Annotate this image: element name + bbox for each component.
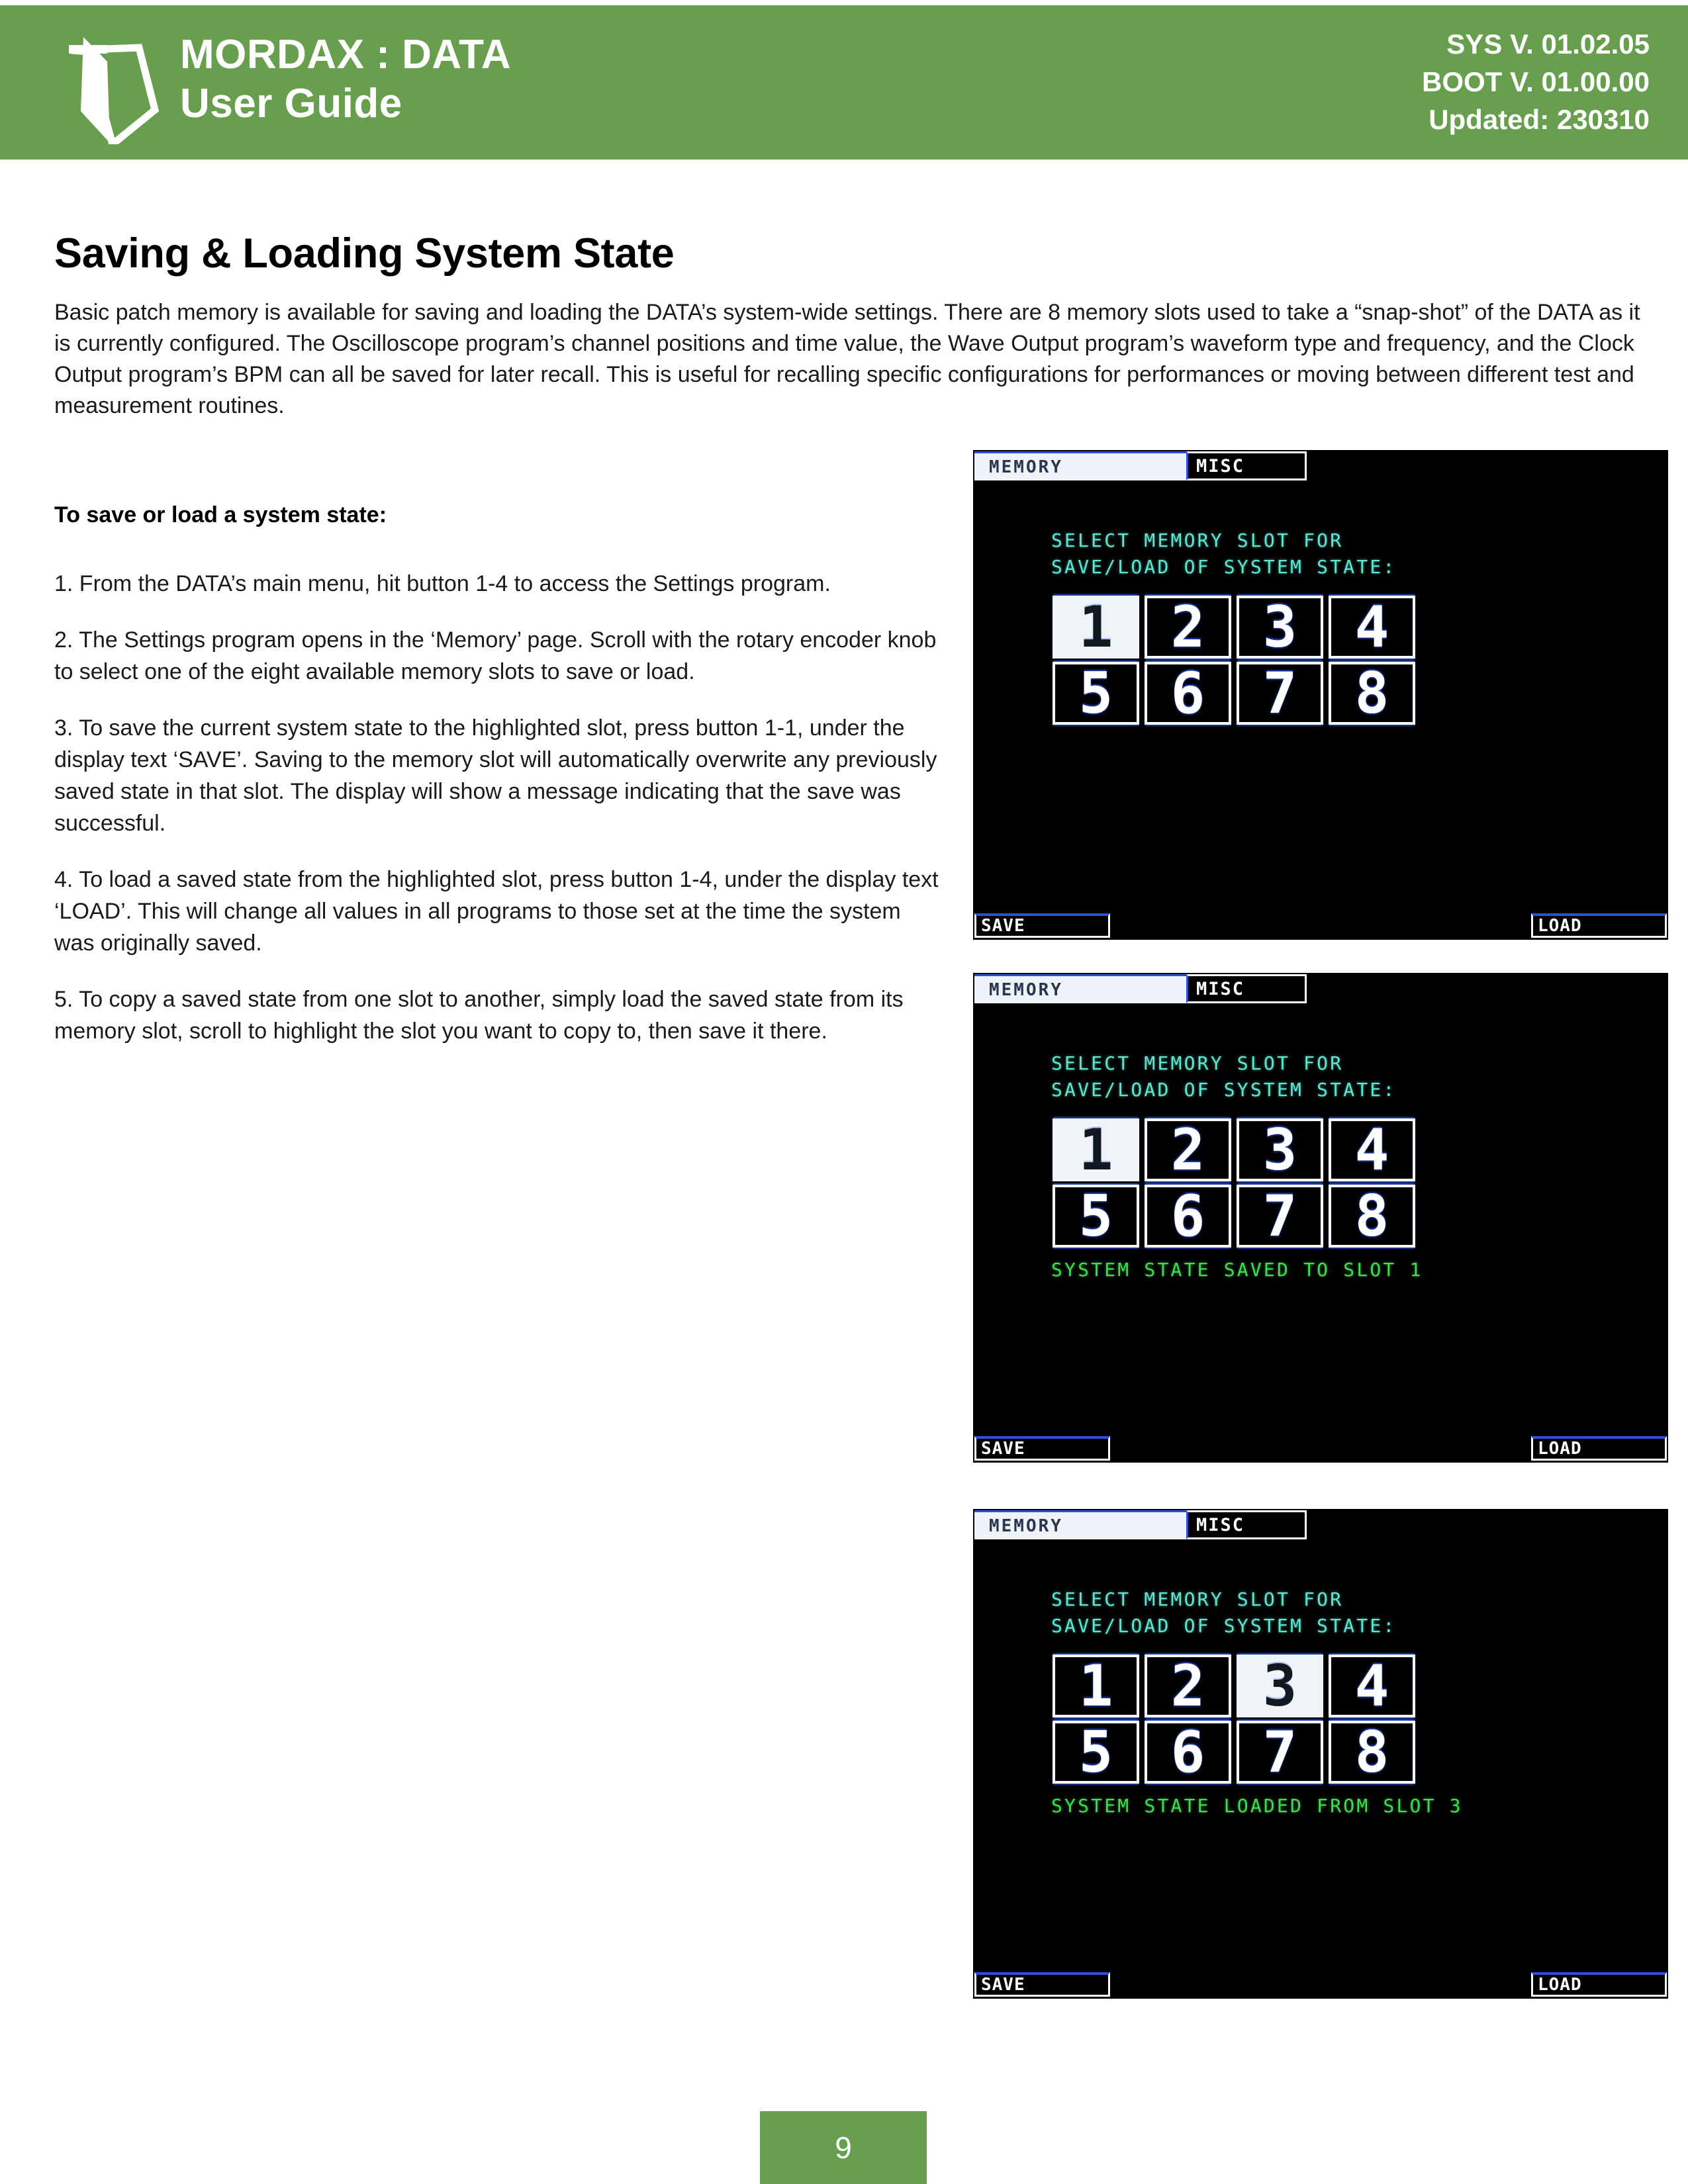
memory-slot-4-digit: 4 [1354,1653,1389,1719]
header-title-block [180,30,511,128]
memory-slot-4-digit: 4 [1354,594,1389,660]
screen-1-prompt-line2: SAVE/LOAD OF SYSTEM STATE: [1051,556,1397,578]
memory-slot-3-digit: 3 [1262,1653,1297,1719]
sys-version: SYS V. 01.02.05 [1446,28,1650,60]
screen-2-tabbar [974,974,1307,1003]
tab-misc[interactable] [1186,1510,1307,1539]
page-number: 9 [835,2130,852,2165]
memory-slot-1[interactable] [1053,1118,1139,1181]
memory-slot-3[interactable] [1237,1118,1323,1181]
memory-slot-7-digit: 7 [1262,660,1297,727]
updated-date: Updated: 230310 [1429,104,1650,135]
mordax-logo-icon [58,32,164,144]
memory-slot-8-digit: 8 [1354,660,1389,727]
memory-slot-7[interactable] [1237,1721,1323,1784]
tab-misc[interactable] [1186,974,1307,1003]
memory-slot-4[interactable] [1329,596,1415,659]
memory-slot-6-digit: 6 [1170,660,1205,727]
memory-slot-3-digit: 3 [1262,1116,1297,1183]
memory-slot-7-digit: 7 [1262,1183,1297,1250]
device-screen-3 [973,1509,1668,1999]
page-number-badge [760,2111,927,2184]
screen-1-save-label: SAVE [981,916,1025,936]
instructions-lead-in: To save or load a system state: [54,502,387,527]
screen-2-save-button[interactable] [974,1436,1110,1461]
instruction-step-4: 4. To load a saved state from the highlighted slot, press button 1-4, under the display text ‘LOAD’. This will change all values in all programs to those set at the time the system was originally saved. [54,867,939,956]
memory-slot-6[interactable] [1145,1185,1231,1248]
tab-memory-label: MEMORY [989,457,1063,477]
memory-slot-4[interactable] [1329,1655,1415,1717]
tab-memory-label: MEMORY [989,1516,1063,1536]
tab-memory[interactable] [974,1510,1186,1539]
screen-2-save-label: SAVE [981,1439,1025,1459]
screen-1-prompt-line1: SELECT MEMORY SLOT FOR [1051,529,1344,551]
memory-slot-5[interactable] [1053,1185,1139,1248]
screen-3-prompt-line1: SELECT MEMORY SLOT FOR [1051,1588,1344,1610]
brand-title: MORDAX : DATA [180,32,512,77]
screen-2-prompt-line1: SELECT MEMORY SLOT FOR [1051,1052,1344,1074]
memory-slot-2[interactable] [1145,1655,1231,1717]
memory-slot-7[interactable] [1237,1185,1323,1248]
screen-1-save-button[interactable] [974,913,1110,938]
memory-slot-4-digit: 4 [1354,1116,1389,1183]
page-header [0,5,1688,159]
intro-paragraph: Basic patch memory is available for saving and loading the DATA’s system-wide settings. There are 8 memory slots used to take a “snap-shot” of the DATA as it is currently configured. The Oscilloscope program’s channel positions and time value, the Wave Output program’s waveform type and frequency, and the Clock Output program’s BPM can all be saved for later recall. This is useful for recalling specific configurations for performances or moving between different test and measurement routines. [54,300,1640,418]
memory-slot-6[interactable] [1145,662,1231,725]
tab-misc[interactable] [1186,451,1307,480]
screen-2-load-label: LOAD [1538,1439,1582,1459]
instruction-step-3: 3. To save the current system state to the highlighted slot, press button 1-1, under the display text ‘SAVE’. Saving to the memory slot will automatically overwrite any previously saved state in that slot. The display will show a message indicating that the save was successful. [54,715,937,836]
memory-slot-2[interactable] [1145,596,1231,659]
tab-misc-label: MISC [1196,455,1245,477]
memory-slot-6-digit: 6 [1170,1719,1205,1786]
page-title: Saving & Loading System State [54,230,675,277]
memory-slot-8-digit: 8 [1354,1719,1389,1786]
memory-slot-5[interactable] [1053,662,1139,725]
memory-slot-6-digit: 6 [1170,1183,1205,1250]
memory-slot-5[interactable] [1053,1721,1139,1784]
tab-misc-label: MISC [1196,978,1245,999]
instruction-step-2: 2. The Settings program opens in the ‘Memory’ page. Scroll with the rotary encoder knob to select one of the eight available memory slots to save or load. [54,627,937,684]
brand-subtitle: User Guide [180,81,402,126]
screen-3-prompt-line2: SAVE/LOAD OF SYSTEM STATE: [1051,1615,1397,1637]
memory-slot-2-digit: 2 [1170,1116,1205,1183]
tab-memory[interactable] [974,451,1186,480]
memory-slot-2[interactable] [1145,1118,1231,1181]
screen-3-save-button[interactable] [974,1972,1110,1997]
memory-slot-5-digit: 5 [1078,1183,1113,1250]
header-version-block [1422,25,1650,138]
memory-slot-7-digit: 7 [1262,1719,1297,1786]
screen-3-slot-grid [1053,1655,1415,1784]
screen-3-load-button[interactable] [1531,1972,1667,1997]
memory-slot-8[interactable] [1329,1721,1415,1784]
tab-misc-label: MISC [1196,1514,1245,1535]
memory-slot-1-digit: 1 [1078,1653,1113,1719]
screen-3-tabbar [974,1510,1307,1539]
memory-slot-3[interactable] [1237,596,1323,659]
memory-slot-5-digit: 5 [1078,1719,1113,1786]
memory-slot-5-digit: 5 [1078,660,1113,727]
memory-slot-8[interactable] [1329,1185,1415,1248]
memory-slot-1-digit: 1 [1078,1116,1113,1183]
device-screen-2 [973,973,1668,1463]
screen-2-prompt-line2: SAVE/LOAD OF SYSTEM STATE: [1051,1079,1397,1101]
memory-slot-3-digit: 3 [1262,594,1297,660]
memory-slot-1[interactable] [1053,1655,1139,1717]
screen-1-load-button[interactable] [1531,913,1667,938]
memory-slot-4[interactable] [1329,1118,1415,1181]
screen-3-save-label: SAVE [981,1975,1025,1995]
instructions-column [54,500,941,1071]
screen-2-status-message: SYSTEM STATE SAVED TO SLOT 1 [1051,1259,1423,1281]
memory-slot-3[interactable] [1237,1655,1323,1717]
screen-1-load-label: LOAD [1538,916,1582,936]
boot-version: BOOT V. 01.00.00 [1422,66,1650,97]
screen-2-load-button[interactable] [1531,1436,1667,1461]
memory-slot-7[interactable] [1237,662,1323,725]
screen-3-load-label: LOAD [1538,1975,1582,1995]
screen-2-slot-grid [1053,1118,1415,1248]
memory-slot-1[interactable] [1053,596,1139,659]
device-screen-1 [973,450,1668,940]
screen-1-slot-grid [1053,596,1415,725]
memory-slot-2-digit: 2 [1170,594,1205,660]
memory-slot-8-digit: 8 [1354,1183,1389,1250]
memory-slot-1-digit: 1 [1078,594,1113,660]
memory-slot-8[interactable] [1329,662,1415,725]
memory-slot-2-digit: 2 [1170,1653,1205,1719]
instruction-step-1: 1. From the DATA’s main menu, hit button 1-4 to access the Settings program. [54,571,831,596]
tab-memory-label: MEMORY [989,979,1063,1000]
instruction-step-5: 5. To copy a saved state from one slot to another, simply load the saved state from its memory slot, scroll to highlight the slot you want to copy to, then save it there. [54,987,904,1044]
tab-memory[interactable] [974,974,1186,1003]
screen-1-tabbar [974,451,1307,480]
screen-3-status-message: SYSTEM STATE LOADED FROM SLOT 3 [1051,1795,1463,1817]
memory-slot-6[interactable] [1145,1721,1231,1784]
